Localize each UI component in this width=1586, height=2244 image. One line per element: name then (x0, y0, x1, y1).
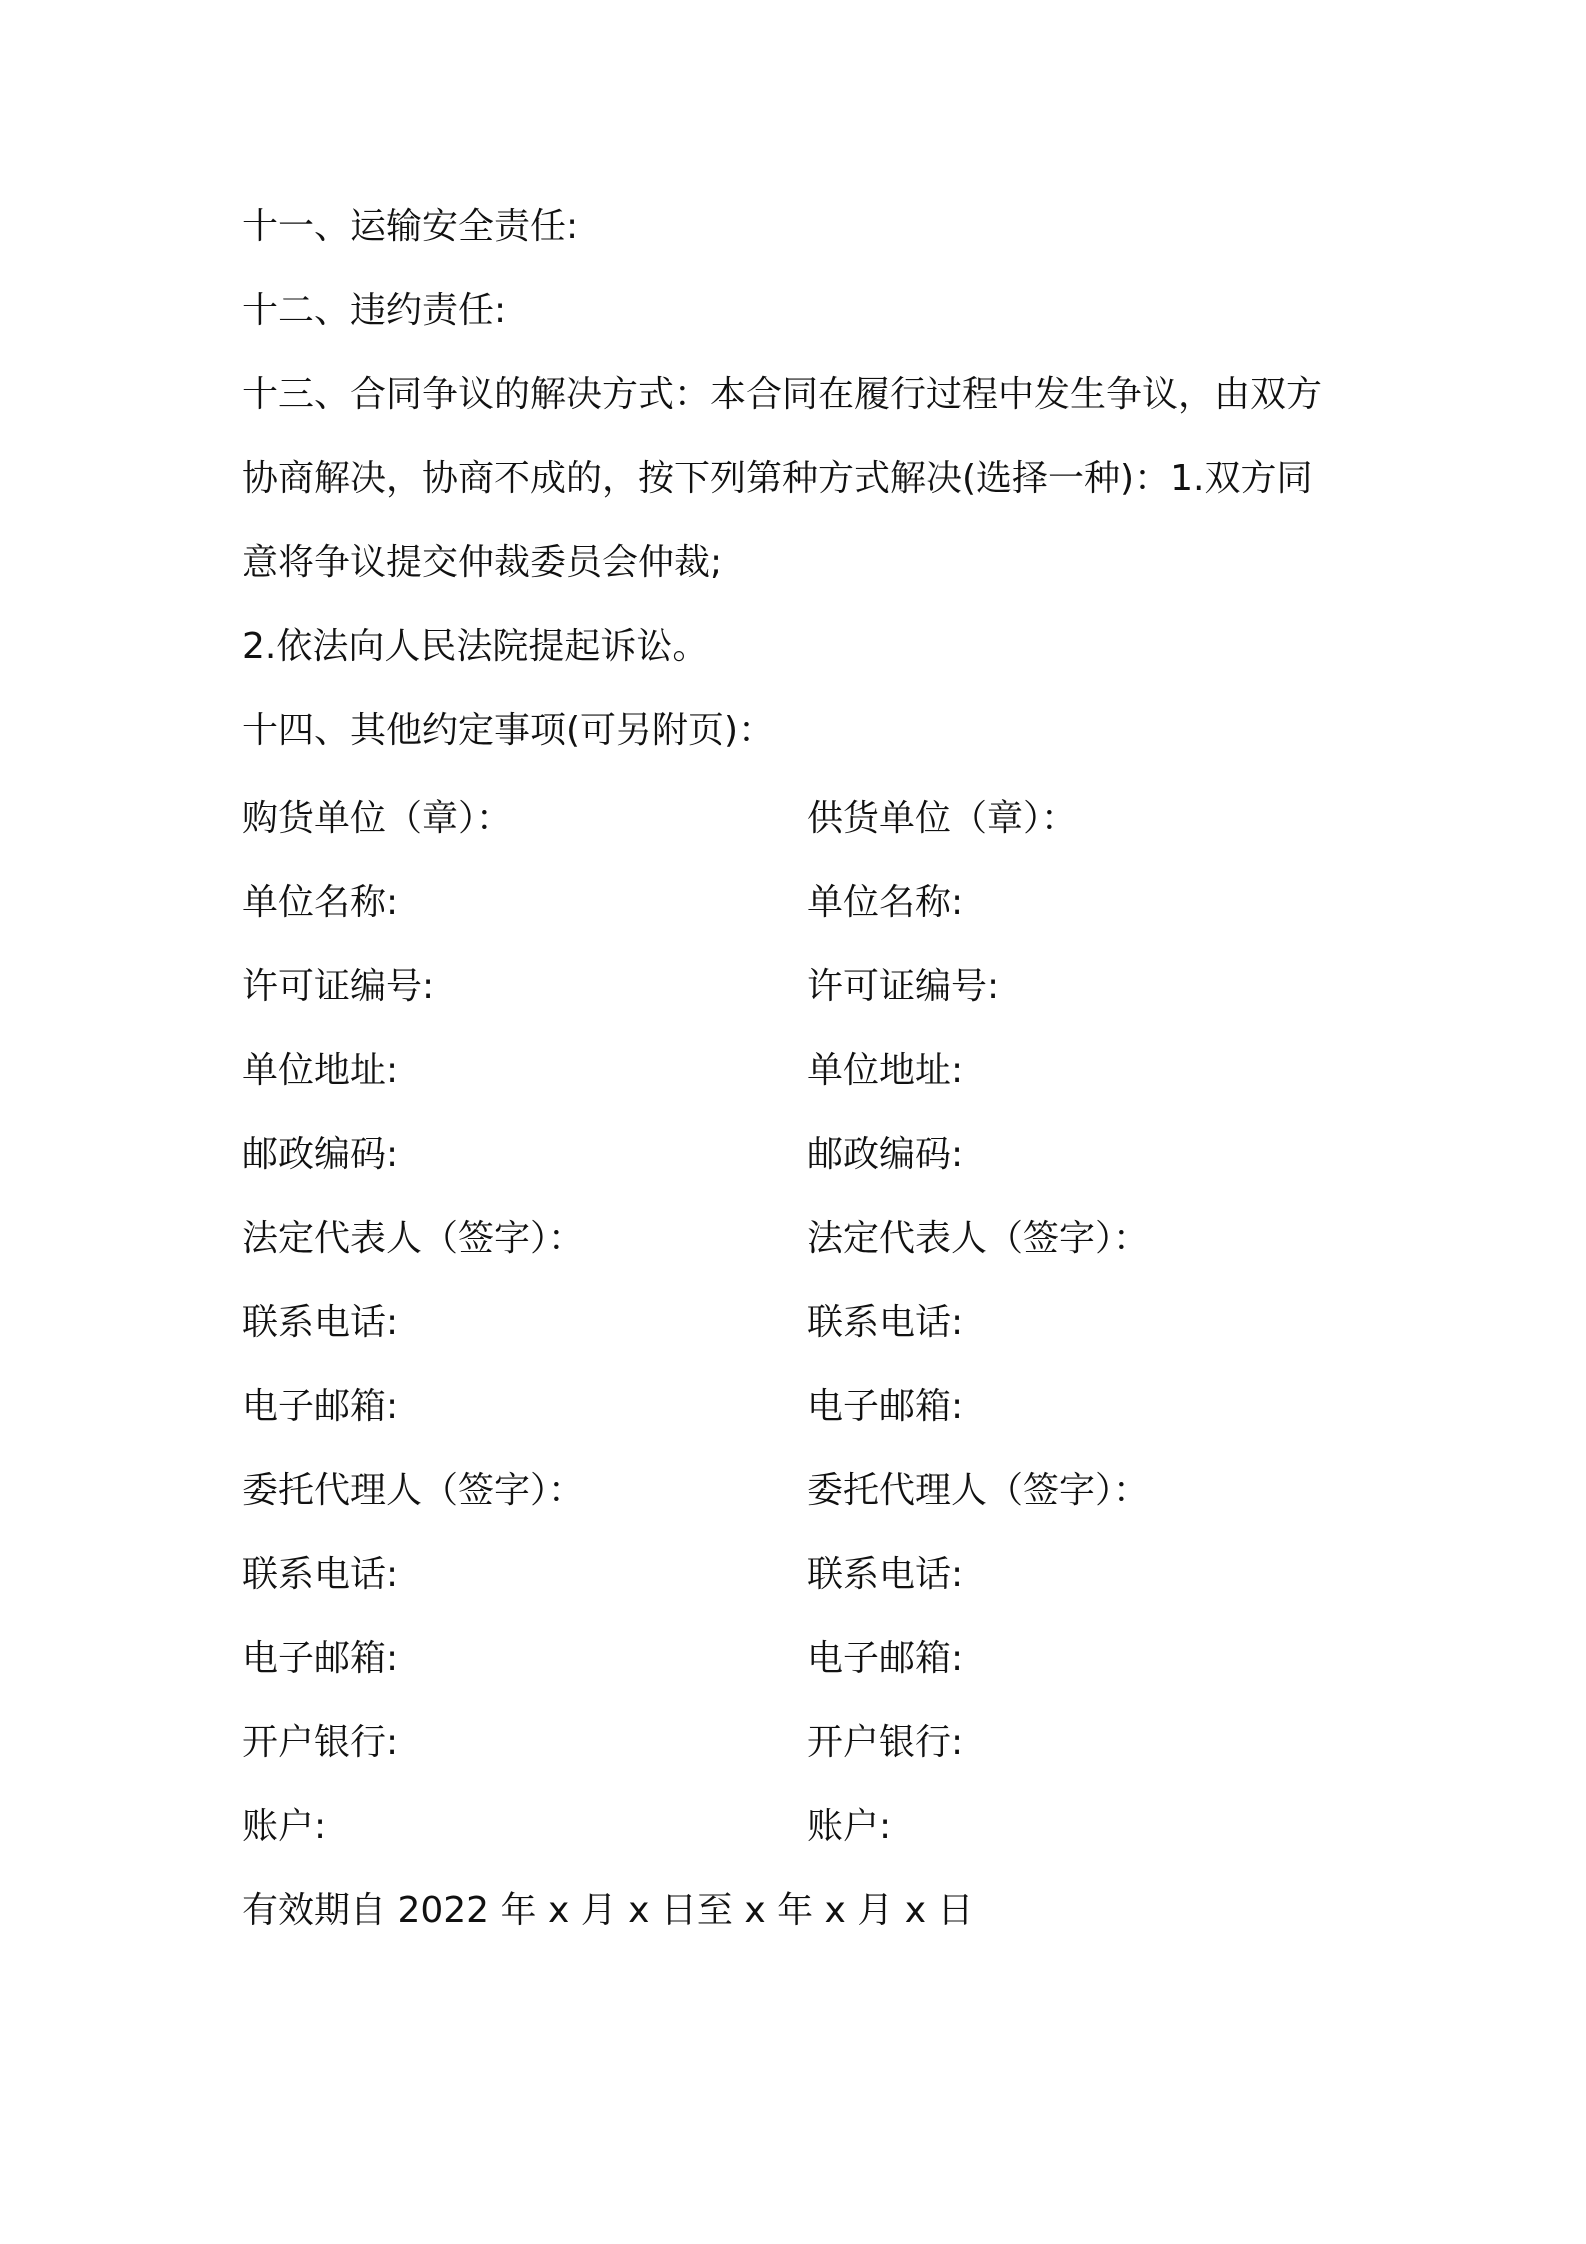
clause-13-line-1: 十三、合同争议的解决方式：本合同在履行过程中发生争议，由双方 (242, 374, 1323, 415)
supplier-bank-label: 开户银行: (807, 1722, 964, 1763)
supplier-postcode-label: 邮政编码: (807, 1134, 964, 1175)
buyer-name-label: 单位名称: (242, 882, 399, 923)
clause-13-line-4: 2.依法向人民法院提起诉讼。 (242, 626, 709, 667)
supplier-legal-rep-label: 法定代表人（签字）： (807, 1218, 1150, 1259)
clause-14: 十四、其他约定事项(可另附页)： (242, 710, 775, 751)
buyer-license-label: 许可证编号: (242, 966, 435, 1007)
clause-11: 十一、运输安全责任: (242, 206, 579, 247)
buyer-phone-label: 联系电话: (242, 1302, 399, 1343)
supplier-license-label: 许可证编号: (807, 966, 1000, 1007)
buyer-seal-label: 购货单位（章）： (242, 798, 513, 839)
supplier-agent-label: 委托代理人（签字）： (807, 1470, 1150, 1511)
supplier-name-label: 单位名称: (807, 882, 964, 923)
buyer-postcode-label: 邮政编码: (242, 1134, 399, 1175)
supplier-email-label: 电子邮箱: (807, 1386, 964, 1427)
supplier-agent-email-label: 电子邮箱: (807, 1638, 964, 1679)
buyer-email-label: 电子邮箱: (242, 1386, 399, 1427)
buyer-account-label: 账户: (242, 1806, 327, 1847)
buyer-agent-email-label: 电子邮箱: (242, 1638, 399, 1679)
clause-12: 十二、违约责任: (242, 290, 507, 331)
supplier-account-label: 账户: (807, 1806, 892, 1847)
supplier-address-label: 单位地址: (807, 1050, 964, 1091)
supplier-phone-label: 联系电话: (807, 1302, 964, 1343)
buyer-agent-label: 委托代理人（签字）： (242, 1470, 585, 1511)
clause-13-line-2: 协商解决，协商不成的，按下列第种方式解决(选择一种)：1.双方同 (242, 458, 1313, 499)
supplier-agent-phone-label: 联系电话: (807, 1554, 964, 1595)
buyer-address-label: 单位地址: (242, 1050, 399, 1091)
clause-13-line-3: 意将争议提交仲裁委员会仲裁; (242, 542, 723, 583)
supplier-seal-label: 供货单位（章）： (807, 798, 1078, 839)
validity-period: 有效期自 2022 年 x 月 x 日至 x 年 x 月 x 日 (242, 1890, 974, 1931)
buyer-legal-rep-label: 法定代表人（签字）： (242, 1218, 585, 1259)
buyer-bank-label: 开户银行: (242, 1722, 399, 1763)
buyer-agent-phone-label: 联系电话: (242, 1554, 399, 1595)
